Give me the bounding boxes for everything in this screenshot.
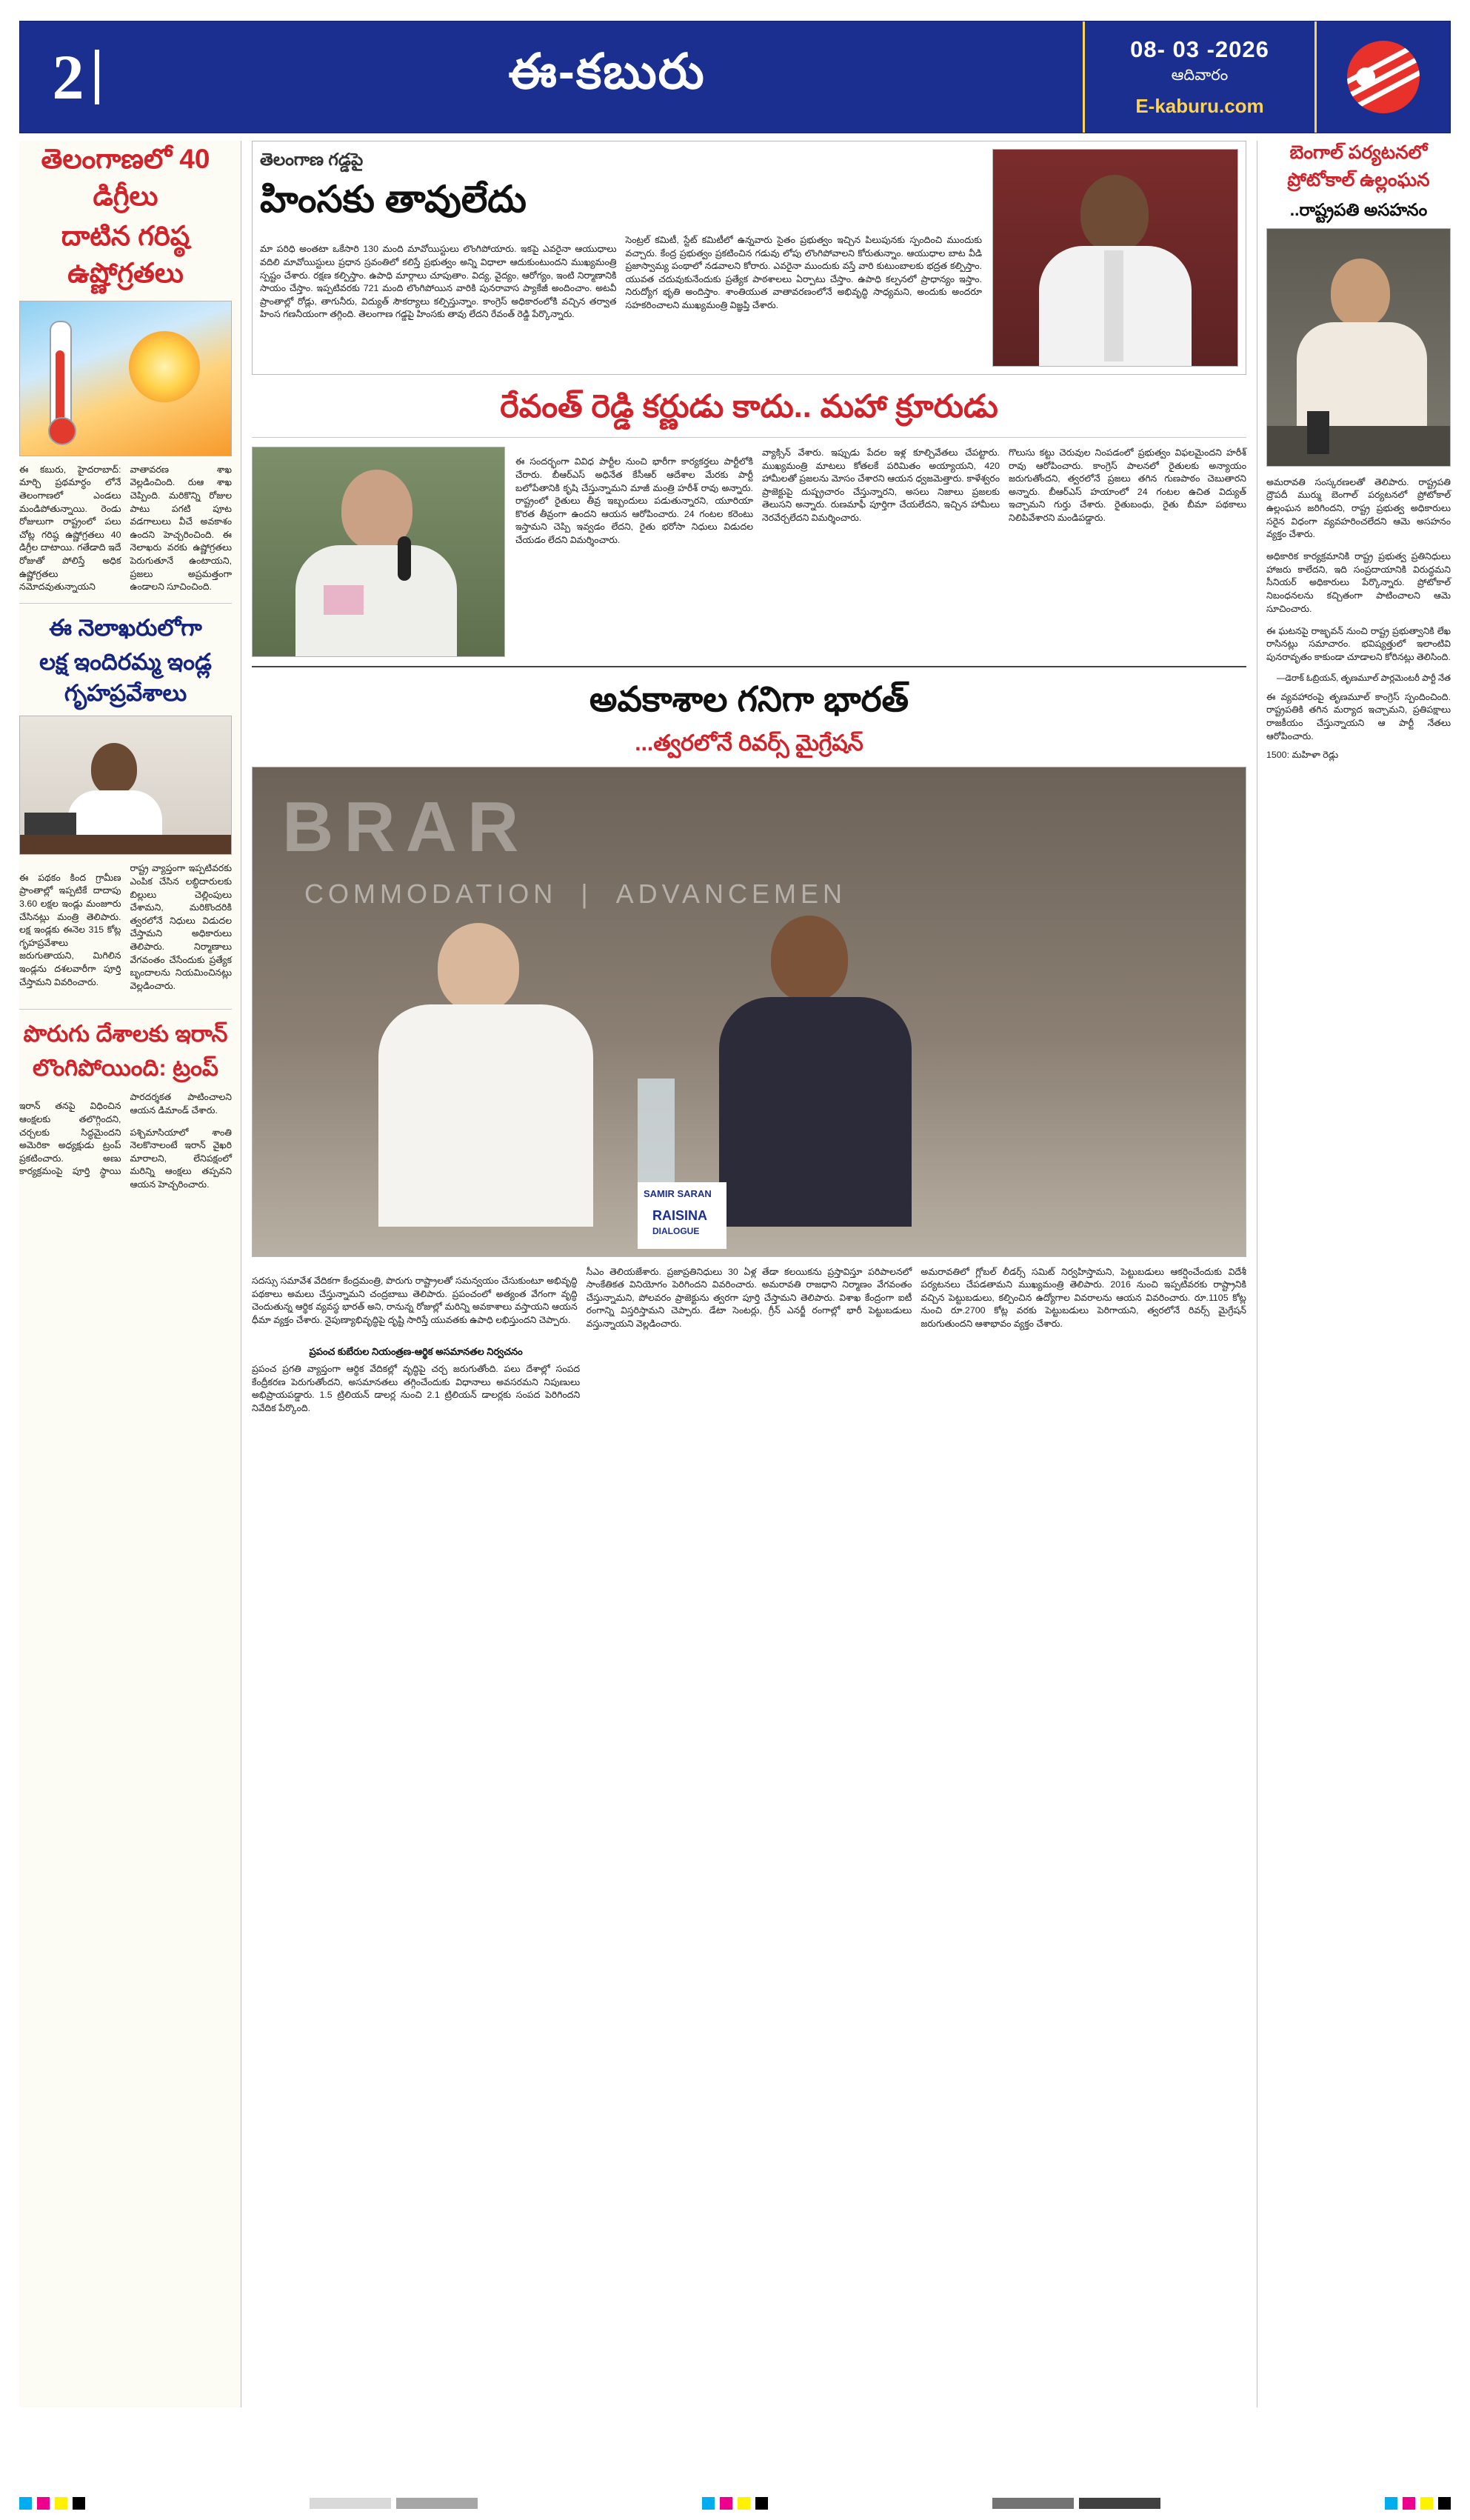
gray-bar-4: [1079, 2498, 1160, 2509]
masthead-logo: [1317, 21, 1450, 133]
story-bharat-col-3: అమరావతిలో గ్లోబల్ లీడర్స్ సమిట్ నిర్వహిస్తామని, పెట్టుబడులు ఆకర్షించేందుకు విదేశీ పర్యటనలు చేపడతామని ముఖ్యమంత్రి తెలిపారు. 2016 నుంచి ఇప్పటివరకు రాష్ట్రానికి వచ్చిన పెట్టుబడులు, కల్పించిన ఉద్యోగాల వివరాలను ఆయన వివరించారు. రూ.1105 కోట్ల నుంచి రూ.2700 కోట్ల వరకు పెట్టుబడులు పెరిగాయని, త్వరలోనే రివర్స్ మైగ్రేషన్ జరుగుతుందని ఆశాభావం వ్యక్తం చేశారు.: [921, 1266, 1246, 1330]
story-bengal-headline-1: బెంగాల్ పర్యటనలో: [1289, 142, 1428, 163]
minister-desk-photo: [19, 716, 232, 855]
story-temperature-text-1: ఈ కబురు, హైదరాబాద్: మార్చి ప్రథమార్ధం లోనే తెలంగాణలో ఎండలు మండిపోతున్నాయి. రెండు రోజులుగా రాష్ట్రంలో పలు చోట్ల గరిష్ఠ ఉష్ణోగ్రతలు 40 డిగ్రీల దాటాయి. గతేడాది ఇదే రోజుతో పోలిస్తే అధిక ఉష్ణోగ్రతలు నమోదవుతున్నాయని వాతావరణ శాఖ వెల్లడించింది.: [19, 464, 232, 593]
story-temperature-headline-1: తెలంగాణలో 40 డిగ్రీలు: [41, 144, 210, 211]
color-swatch-yellow-3: [1420, 2497, 1433, 2510]
story-temperature-text-2: రుఆ శాఖ చెప్పింది. మరికొన్ని రోజుల పాటు పగటి పూట వడగాలులు వీచే అవకాశం ఉందని హెచ్చరించింది. ఈ నెలాఖరు వరకు ఉష్ణోగ్రతలు పెరుగుతూనే ఉంటాయని, ప్రజలు అప్రమత్తంగా ఉండాలని సూచించింది.: [130, 477, 232, 593]
story-bharat-opportunities: [252, 676, 1246, 1416]
color-swatch-magenta-3: [1403, 2497, 1415, 2510]
color-swatch-black: [73, 2497, 85, 2510]
story-lead-col-2: సెంట్రల్ కమిటీ, స్టేట్ కమిటీలో ఉన్నవారు సైతం ప్రభుత్వం ఇచ్చిన పిలుపునకు స్పందించి ముందుకు వచ్చారు. కేంద్ర ప్రభుత్వం ప్రకటించిన గడువు లోపు లొంగిపోవాలని కోరుతున్నాం. ఆయుధాల బాట వీడి ప్రజాస్వామ్య పంథాలో నడవాలని కోరారు. ఎవరైనా ముందుకు వస్తే వారి కుటుంబాలకు భద్రత కల్పిస్తాం. యువత చదువుకునేందుకు ప్రత్యేక పాఠశాలలు ఏర్పాటు చేస్తాం. ఉపాధి కల్పనలో ప్రాధాన్యం ఇస్తాం. నిరుద్యోగ భృతి అందిస్తాం. శాంతియుత వాతావరణంలోనే అభివృద్ధి సాధ్యమని, అందుకు అందరూ సహకరించాలని ముఖ్యమంత్రి విజ్ఞప్తి చేశారు.: [625, 234, 982, 310]
story-harish-headline: రేవంత్ రెడ్డి కర్ణుడు కాదు.. మహా క్రూరుడు: [500, 389, 998, 424]
story-lead-col-1: మా పరిధి అంతటా ఒకేసారి 130 మంది మావోయిస్టులు లొంగిపోయారు. ఇకపై ఎవరైనా ఆయుధాలు వదిలి మావోయిస్టులు ప్రధాన స్రవంతిలో కలిస్తే ప్రభుత్వం అన్ని విధాలా ఆదుకుంటుందని ముఖ్యమంత్రి స్పష్టం చేశారు. రక్షణ కల్పిస్తాం. ఉపాధి మార్గాలు చూపుతాం. విద్య, వైద్యం, ఆరోగ్యం, ఇంటి నిర్మాణానికి సాయం చేస్తాం. ఇప్పటివరకు 721 మంది లొంగిపోయిన వారికి పునరావాస ప్యాకేజీ అందించాం. అటవీ ప్రాంతాల్లో రోడ్లు, తాగునీరు, విద్యుత్ సౌకర్యాలు కల్పిస్తున్నాం. కాంగ్రెస్ అధికారంలోకి వచ్చిన తర్వాత హింస గణనీయంగా తగ్గింది. తెలంగాణ గడ్డపై హింసకు తావు లేదని రేవంత్ రెడ్డి పేర్కొన్నారు.: [260, 244, 617, 320]
story-bharat-headline: అవకాశాల గనిగా భారత్: [589, 679, 909, 719]
story-bengal-signoff: —డెరాక్ ఓబ్రియన్, తృణమూల్ పార్లమెంటరీ పార్టీ నేత: [1276, 673, 1451, 683]
gray-bar-2: [396, 2498, 478, 2509]
middle-column: [241, 141, 1257, 2407]
color-swatch-yellow: [55, 2497, 67, 2510]
color-swatch-black-3: [1438, 2497, 1451, 2510]
story-lead-headline: హింసకు తావులేదు: [260, 178, 527, 220]
story-bengal-para-3: ఈ ఘటనపై రాజ్భవన్ నుంచి రాష్ట్ర ప్రభుత్వానికి లేఖ రాసినట్లు సమాచారం. భవిష్యత్తులో ఇలాంటివి పునరావృతం కాకుండా చూడాలని కోరినట్లు తెలిసింది.: [1266, 625, 1451, 662]
harish-rao-photo: [252, 447, 505, 657]
story-indiramma-headline-2: లక్ష ఇందిరమ్మ ఇండ్ల గృహప్రవేశాలు: [39, 648, 212, 706]
story-bharat-subheadline: ...త్వరలోనే రివర్స్ మైగ్రేషన్: [635, 731, 863, 756]
story-iran-headline-1: పొరుగు దేశాలకు ఇరాన్: [23, 1021, 228, 1047]
story-temperature: [19, 141, 232, 594]
paper-title: ఈ-కబురు: [508, 43, 706, 99]
story-bengal-headline-2: ప్రోటోకాల్ ఉల్లంఘన: [1287, 169, 1430, 190]
story-harish-col-2: వ్యాక్సిన్ వేశారు. ఇప్పుడు పేదల ఇళ్ల కూల్చివేతలు చేపట్టారు. ముఖ్యమంత్రి మాటలు కోతలకే పరిమితం అయ్యాయని, 420 హామీలతో ప్రజలను మోసం చేశారని ఆయన ధ్వజమెత్తారు. కాళేశ్వరం ప్రాజెక్టుపై దుష్ప్రచారం చేస్తున్నారని, అసలు నిజాలు ప్రజలకు తెలుసని అన్నారు. రుణమాఫీ పూర్తిగా చేయలేదని, ఇచ్చిన హామీలు నెరవేర్చలేదని విమర్శించారు.: [762, 447, 1000, 524]
thermometer-icon: [50, 321, 72, 435]
globe-logo-icon: [1347, 41, 1420, 113]
story-bengal-subheadline: ..రాష్ట్రపతి అసహనం: [1289, 199, 1428, 219]
page-content: [19, 141, 1451, 2407]
story-iran-trump: [19, 1019, 232, 1191]
color-swatch-cyan-2: [702, 2497, 715, 2510]
color-swatch-yellow-2: [738, 2497, 750, 2510]
page-number-divider: [95, 50, 99, 104]
color-swatch-black-2: [755, 2497, 768, 2510]
gray-bar-1: [310, 2498, 391, 2509]
story-lead-violence: [252, 141, 1246, 375]
print-registration-bar: [19, 2497, 1451, 2510]
story-bharat-col-1: సదస్సు సమావేశ వేదికగా కేంద్రమంత్రి, పొరుగు రాష్ట్రాలతో సమన్వయం చేసుకుంటూ అభివృద్ధి పథకాలు అమలు చేస్తున్నామని చంద్రబాబు తెలిపారు. ప్రపంచంలో అత్యంత వేగంగా వృద్ధి చెందుతున్న ఆర్థిక వ్యవస్థ భారత్ అని, రానున్న రోజుల్లో మరిన్ని అవకాశాలు వస్తాయని ఆయన ధీమా వ్యక్తం చేశారు. నైపుణ్యాభివృద్ధిపై దృష్టి సారిస్తే యువతకు ఉపాధి లభిస్తుందని చెప్పారు.: [252, 1276, 578, 1325]
story-harish-col-1: ఈ సందర్భంగా వివిధ పార్టీల నుంచి భారీగా కార్యకర్తలు పార్టీలోకి చేరారు. బీఆర్ఎస్ అధినేత కేసీఆర్ ఆదేశాల మేరకు పార్టీ బలోపేతానికి కృషి చేస్తున్నామని మాజీ మంత్రి హరీశ్ రావు అన్నారు. రాష్ట్రంలో రైతులు తీవ్ర ఇబ్బందులు పడుతున్నారని, యూరియా కొరత తీవ్రంగా ఉందని ఆయన ఆరోపించారు. 24 గంటల కరెంటు ఇస్తామని చెప్పి ఇవ్వడం లేదని, రైతు భరోసా నిధులు విడుదల చేయడం లేదని విమర్శించారు.: [515, 456, 753, 546]
story-bharat-col-2: సీఎం తెలియజేశారు. ప్రజాప్రతినిధులు 30 ఏళ్ల తేడా కలయికను ప్రస్తావిస్తూ పరిపాలనలో సాంకేతికత వినియోగం పెరిగిందని వివరించారు. అమరావతి రాజధాని నిర్మాణం వేగవంతం చేస్తున్నామని, పోలవరం ప్రాజెక్టును త్వరగా పూర్తి చేస్తామని తెలిపారు. విశాఖ కేంద్రంగా ఐటీ రంగాన్ని విస్తరిస్తామని చెప్పారు. డేటా సెంటర్లు, గ్రీన్ ఎనర్జీ రంగాల్లో భారీ పెట్టుబడులు వస్తున్నాయని వెల్లడించారు.: [586, 1266, 912, 1330]
story-indiramma-headline-1: ఈ నెలాఖరులోగా: [49, 614, 202, 641]
story-iran-para-2: పశ్చిమాసియాలో శాంతి నెలకొనాలంటే ఇరాన్ వైఖరి మారాలని, లేనిపక్షంలో మరిన్ని ఆంక్షలు తప్పవని ఆయన హెచ్చరించారు.: [130, 1127, 232, 1190]
story-harish-rao: [252, 385, 1246, 657]
story-lead-kicker: తెలంగాణ గడ్డపై: [260, 150, 364, 169]
page-number: [20, 21, 131, 133]
story-harish-col-3: గొలుసు కట్టు చెరువుల నింపడంలో ప్రభుత్వం విఫలమైందని హరీశ్ రావు ఆరోపించారు. కాంగ్రెస్ పాలనలో రైతులకు అన్యాయం జరుగుతోందని, త్వరలోనే ప్రజలు తగిన గుణపాఠం చెబుతారని అన్నారు. బీఆర్ఎస్ హయాంలో 24 గంటల ఉచిత విద్యుత్ ఇచ్చామని గుర్తు చేశారు. రైతుబంధు, రైతు బీమా పథకాలు నిలిపివేశారని మండిపడ్డారు.: [1009, 447, 1246, 524]
story-indiramma-houses: [19, 613, 232, 1000]
revanth-reddy-photo: [992, 149, 1238, 367]
website-url[interactable]: E-kaburu.com: [1135, 95, 1264, 117]
color-swatch-cyan-3: [1385, 2497, 1397, 2510]
story-bengal-protocol: [1266, 141, 1451, 762]
left-column: [19, 141, 241, 2407]
story-iran-headline-2: లొంగిపోయింది: ట్రంప్: [33, 1055, 218, 1081]
story-iran-para-1: ఇరాన్ తనపై విధించిన ఆంక్షలకు తలొగ్గిందని, చర్చలకు సిద్ధమైందని అమెరికా అధ్యక్షుడు ట్రంప్ ప్రకటించారు. అణు కార్యక్రమంపై పూర్తి స్థాయి పారదర్శకత పాటించాలని ఆయన డిమాండ్ చేశారు.: [19, 1091, 232, 1177]
president-photo: [1266, 228, 1451, 467]
story-temperature-headline-2: దాటిన గరిష్ఠ ఉష్ణోగ్రతలు: [61, 220, 190, 288]
story-indiramma-para-1: ఈ పథకం కింద గ్రామీణ ప్రాంతాల్లో ఇప్పటికే దాదాపు 3.60 లక్షల ఇండ్లు మంజూరు చేసినట్లు మంత్రి తెలిపారు. లక్ష ఇండ్లకు ఈనెల 315 కోట్ల గృహప్రవేశాలు జరుగుతాయని, మిగిలిన ఇండ్లను దశలవారీగా పూర్తి చేస్తామని వివరించారు.: [19, 872, 121, 987]
raisina-dialogue-photo: BRAR COMMODATION | ADVANCEMEN SAMIR SARAN RAISINA DIALOGUE: [252, 767, 1246, 1257]
story-bharat-note-title: ప్రపంచ కుబేరుల నియంత్రణ-ఆర్థిక అసమానతల నిర్వచనం: [309, 1346, 523, 1358]
color-swatch-magenta: [37, 2497, 50, 2510]
thermometer-photo: [19, 301, 232, 456]
gray-bar-3: [992, 2498, 1074, 2509]
masthead-date-block: [1083, 21, 1317, 133]
issue-date: 08- 03 -2026: [1130, 36, 1269, 62]
story-bengal-para-2: అధికారిక కార్యక్రమానికి రాష్ట్ర ప్రభుత్వ ప్రతినిధులు హాజరు కాలేదని, ఇది సంప్రదాయానికి విరుద్ధమని సీనియర్ అధికారులు పేర్కొన్నారు. ప్రోటోకాల్ నిబంధనలను కచ్చితంగా పాటించాలని ఆమె సూచించారు.: [1266, 551, 1451, 614]
color-swatch-cyan: [19, 2497, 32, 2510]
color-swatch-magenta-2: [720, 2497, 732, 2510]
story-bengal-extra: ఈ వ్యవహారంపై తృణమూల్ కాంగ్రెస్ స్పందించింది. రాష్ట్రపతికి తగిన మర్యాద ఇచ్చామని, ప్రతిపక్షాలు రాజకీయం చేస్తున్నాయని ఆ పార్టీ నేతలు ఆరోపించారు.: [1266, 691, 1451, 741]
issue-weekday: ఆదివారం: [1171, 67, 1229, 84]
sun-icon: [129, 331, 200, 402]
story-bharat-note-text: ప్రపంచ ప్రగతి వ్యాప్తంగా ఆర్థిక వేదికల్లో వృద్ధిపై చర్చ జరుగుతోంది. పలు దేశాల్లో సంపద కేంద్రీకరణ పెరుగుతోందని, అసమానతలు తగ్గించేందుకు విధానాలు అవసరమని నిపుణులు అభిప్రాయపడ్డారు. 1.5 ట్రిలియన్ డాలర్ల నుంచి 2.1 ట్రిలియన్ డాలర్లకు సంపద పెరిగిందని నివేదిక పేర్కొంది.: [252, 1364, 581, 1414]
story-bengal-para-1: అమరావతి సంస్కరణలతో తెలిపారు. రాష్ట్రపతి ద్రౌపదీ ముర్ము బెంగాల్ పర్యటనలో ప్రోటోకాల్ ఉల్లంఘన జరిగిందని, రాష్ట్ర ప్రభుత్వ అధికారులు సరైన విధంగా వ్యవహరించలేదని ఆమె అసహనం వ్యక్తం చేశారు.: [1266, 476, 1451, 540]
story-indiramma-para-2: రాష్ట్ర వ్యాప్తంగా ఇప్పటివరకు ఎంపిక చేసిన లబ్ధిదారులకు బిల్లులు చెల్లింపులు చేశామని, మరికొందరికి త్వరలోనే నిధులు విడుదల చేస్తామని అధికారులు తెలిపారు. నిర్మాణాలు వేగవంతం చేసేందుకు ప్రత్యేక బృందాలను నియమించినట్లు వెల్లడించారు.: [130, 863, 232, 991]
story-bengal-note: 1500: మహిళా రెడ్లు: [1266, 750, 1339, 761]
right-column: [1257, 141, 1451, 2407]
masthead: [19, 21, 1451, 133]
page-number-value: 2: [52, 41, 84, 113]
